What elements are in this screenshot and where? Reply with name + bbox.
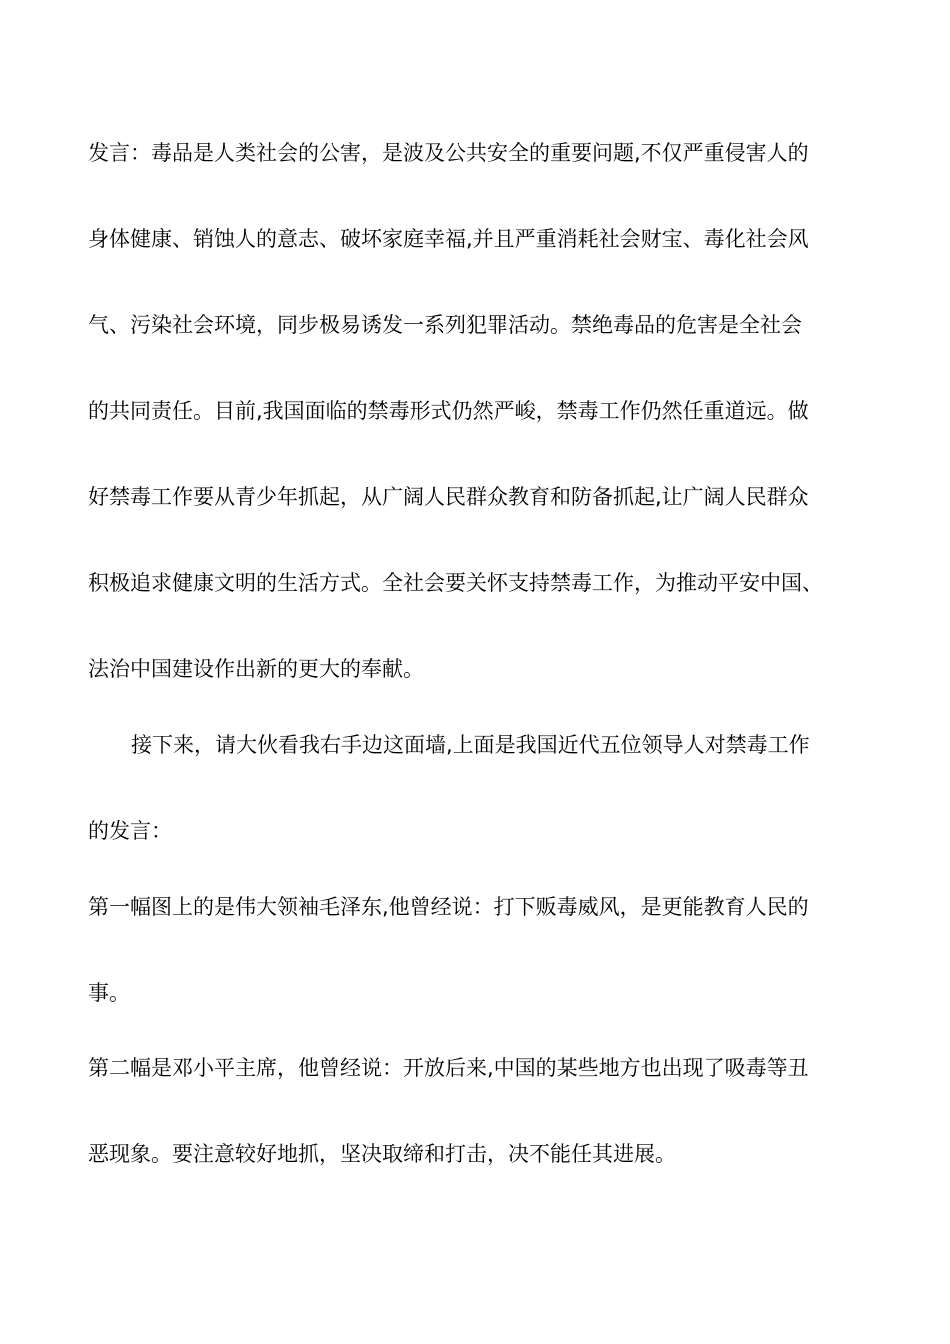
paragraph-line: 第一幅图上的是伟大领袖毛泽东,他曾经说：打下贩毒威风，是更能教育人民的 (88, 895, 809, 919)
paragraph-line: 接下来，请大伙看我右手边这面墙,上面是我国近代五位领导人对禁毒工作 (131, 733, 810, 757)
paragraph-line: 发言：毒品是人类社会的公害，是波及公共安全的重要问题,不仅严重侵害人的 (88, 141, 809, 165)
paragraph-line: 身体健康、销蚀人的意志、破坏家庭幸福,并且严重消耗社会财宝、毒化社会风 (88, 227, 809, 251)
paragraph-line: 好禁毒工作要从青少年抓起，从广阔人民群众教育和防备抓起,让广阔人民群众 (88, 485, 809, 509)
paragraph-line: 第二幅是邓小平主席，他曾经说：开放后来,中国的某些地方也出现了吸毒等丑 (88, 1056, 809, 1080)
paragraph-line: 积极追求健康文明的生活方式。全社会要关怀支持禁毒工作，为推动平安中国、 (88, 571, 823, 595)
paragraph-line: 气、污染社会环境，同步极易诱发一系列犯罪活动。禁绝毒品的危害是全社会 (88, 313, 802, 337)
paragraph-line: 的共同责任。目前,我国面临的禁毒形式仍然严峻，禁毒工作仍然任重道远。做 (88, 399, 809, 423)
paragraph-line: 法治中国建设作出新的更大的奉献。 (88, 657, 424, 681)
paragraph-line: 恶现象。要注意较好地抓，坚决取缔和打击，决不能任其进展。 (88, 1142, 676, 1166)
paragraph-line: 事。 (88, 981, 130, 1005)
paragraph-line: 的发言： (88, 819, 172, 843)
